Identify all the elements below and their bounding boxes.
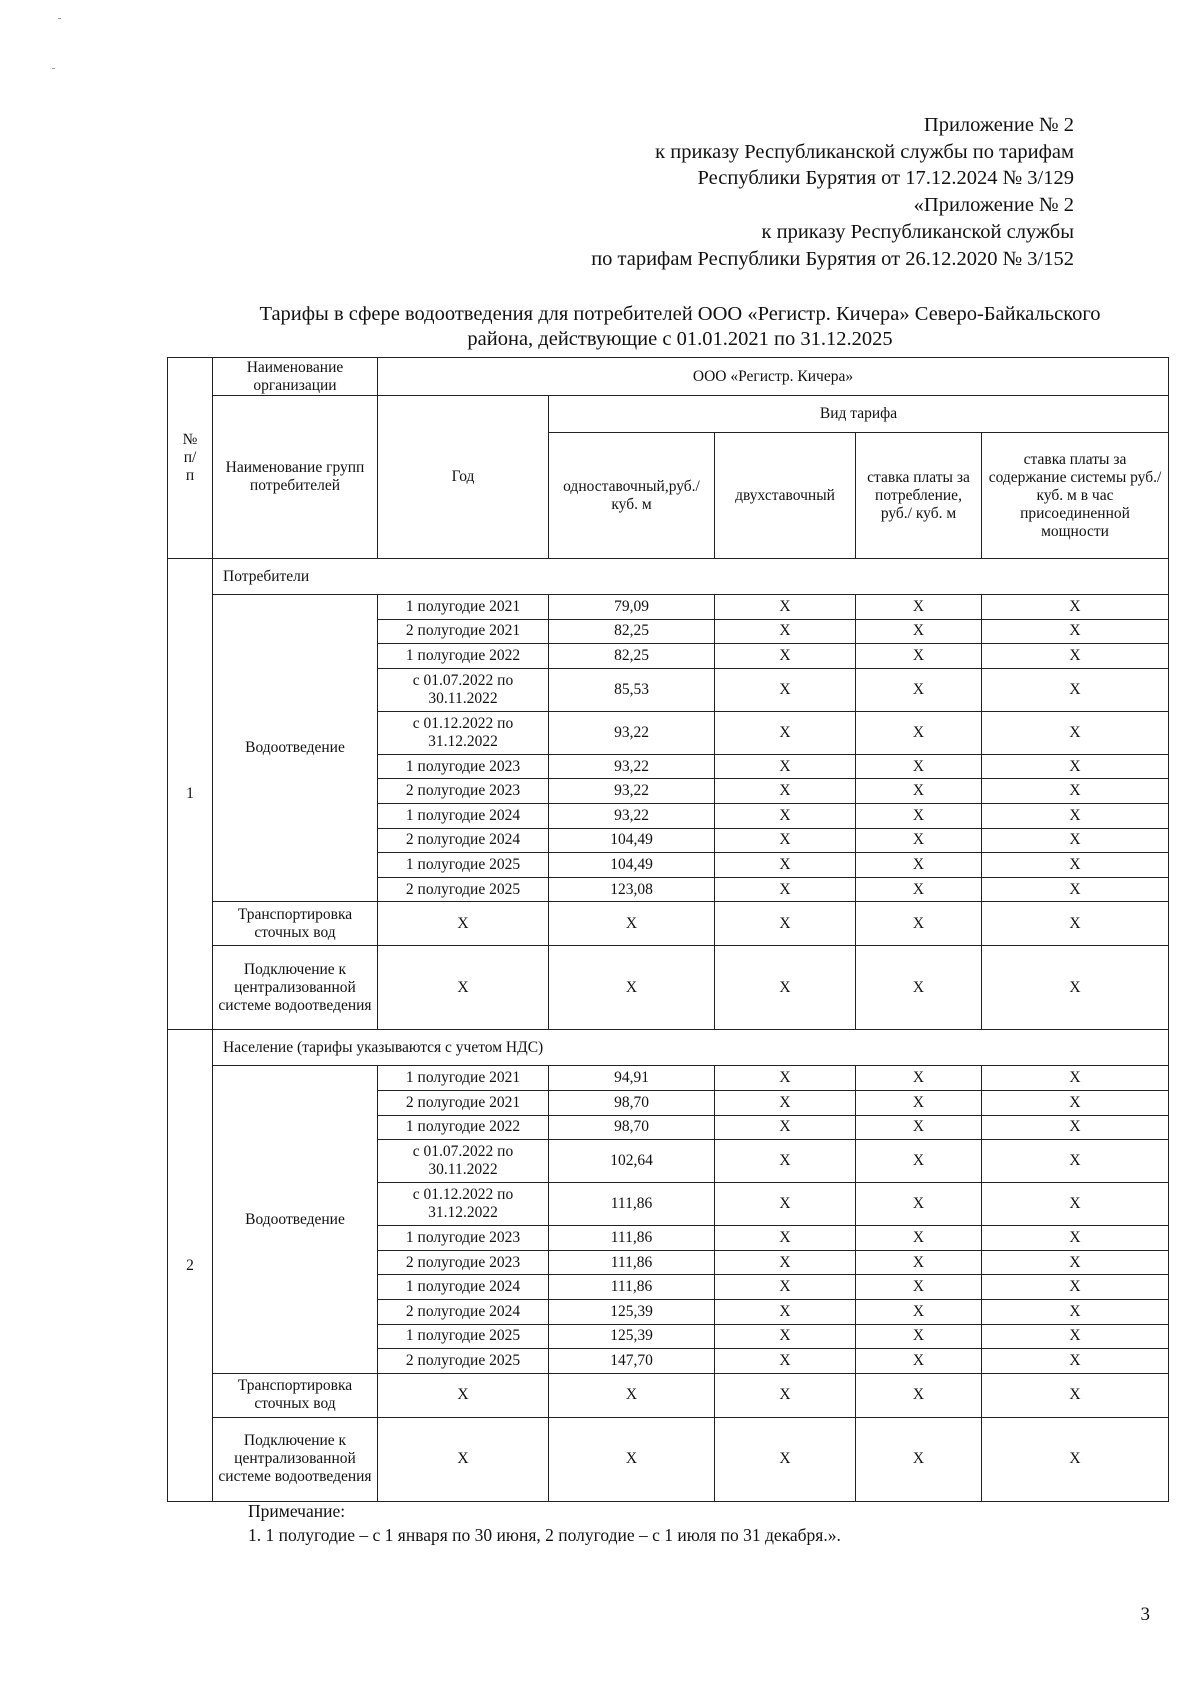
single-cell: 93,22: [549, 754, 715, 779]
single-cell: X: [549, 1373, 715, 1417]
consumption-cell: X: [856, 1140, 982, 1183]
double-cell: X: [715, 619, 856, 644]
head-year-label: Год: [378, 396, 549, 559]
consumption-cell: X: [856, 1299, 982, 1324]
consumption-cell: X: [856, 754, 982, 779]
maintenance-cell: X: [982, 1324, 1169, 1349]
document-title: [170, 302, 1190, 351]
single-cell: 104,49: [549, 853, 715, 878]
scan-speck: [58, 18, 61, 19]
double-cell: X: [715, 1115, 856, 1140]
title-line: Тарифы в сфере водоотведения для потребителей ООО «Регистр. Кичера» Северо-Байкальского: [259, 303, 1101, 325]
single-cell: 82,25: [549, 644, 715, 669]
single-cell: 98,70: [549, 1090, 715, 1115]
header-line: Республики Бурятия от 17.12.2024 № 3/129: [697, 167, 1074, 190]
period-cell: 1 полугодие 2024: [378, 803, 549, 828]
year-cell: X: [378, 1373, 549, 1417]
maintenance-cell: X: [982, 1090, 1169, 1115]
section-title: Население (тарифы указываются с учетом НДС): [213, 1030, 1169, 1066]
maintenance-cell: X: [982, 853, 1169, 878]
period-cell: 2 полугодие 2025: [378, 877, 549, 902]
notes-text: 1. 1 полугодие – с 1 января по 30 июня, 2 полугодие – с 1 июля по 31 декабря.».: [248, 1525, 841, 1545]
double-cell: X: [715, 902, 856, 946]
consumption-cell: X: [856, 1226, 982, 1251]
double-cell: X: [715, 1090, 856, 1115]
period-cell: с 01.07.2022 по 30.11.2022: [378, 668, 549, 711]
maintenance-cell: X: [982, 619, 1169, 644]
maintenance-cell: X: [982, 1183, 1169, 1226]
single-cell: 93,22: [549, 803, 715, 828]
year-cell: X: [378, 1417, 549, 1501]
connection-row: [168, 1417, 1169, 1501]
period-cell: 1 полугодие 2024: [378, 1275, 549, 1300]
period-cell: с 01.12.2022 по 31.12.2022: [378, 1183, 549, 1226]
maintenance-cell: X: [982, 902, 1169, 946]
single-cell: 102,64: [549, 1140, 715, 1183]
table-row: [168, 1066, 1169, 1091]
table-head-row: [168, 358, 1169, 396]
header-line: к приказу Республиканской службы: [761, 220, 1074, 243]
consumption-cell: X: [856, 828, 982, 853]
consumption-cell: X: [856, 853, 982, 878]
consumption-cell: X: [856, 1373, 982, 1417]
maintenance-cell: X: [982, 779, 1169, 804]
double-cell: X: [715, 668, 856, 711]
single-cell: 123,08: [549, 877, 715, 902]
maintenance-cell: X: [982, 946, 1169, 1030]
consumption-cell: X: [856, 803, 982, 828]
section-title: Потребители: [213, 559, 1169, 595]
maintenance-cell: X: [982, 803, 1169, 828]
single-cell: 82,25: [549, 619, 715, 644]
period-cell: 1 полугодие 2023: [378, 1226, 549, 1251]
maintenance-cell: X: [982, 1066, 1169, 1091]
maintenance-cell: X: [982, 754, 1169, 779]
head-col-single: одноставочный,руб./ куб. м: [549, 433, 715, 559]
maintenance-cell: X: [982, 711, 1169, 754]
consumption-cell: X: [856, 779, 982, 804]
double-cell: X: [715, 644, 856, 669]
consumption-cell: X: [856, 619, 982, 644]
consumption-cell: X: [856, 644, 982, 669]
maintenance-cell: X: [982, 877, 1169, 902]
period-cell: 1 полугодие 2022: [378, 644, 549, 669]
head-num-cell: № п/ п: [168, 358, 213, 559]
double-cell: X: [715, 803, 856, 828]
period-cell: 2 полугодие 2021: [378, 1090, 549, 1115]
double-cell: X: [715, 1066, 856, 1091]
group-name: Водоотведение: [213, 1066, 378, 1373]
connection-label: Подключение к централизованной системе водоотведения: [213, 946, 378, 1030]
section-title-row: [168, 559, 1169, 595]
single-cell: 125,39: [549, 1299, 715, 1324]
double-cell: X: [715, 1299, 856, 1324]
single-cell: 93,22: [549, 711, 715, 754]
section-title-row: [168, 1030, 1169, 1066]
period-cell: с 01.12.2022 по 31.12.2022: [378, 711, 549, 754]
group-name: Водоотведение: [213, 595, 378, 902]
consumption-cell: X: [856, 1250, 982, 1275]
period-cell: 2 полугодие 2023: [378, 779, 549, 804]
title-line: района, действующие с 01.01.2021 по 31.12.2025: [467, 327, 893, 350]
period-cell: 1 полугодие 2021: [378, 1066, 549, 1091]
period-cell: с 01.07.2022 по 30.11.2022: [378, 1140, 549, 1183]
consumption-cell: X: [856, 1090, 982, 1115]
table-row: [168, 595, 1169, 620]
consumption-cell: X: [856, 1115, 982, 1140]
table-head-row: [168, 396, 1169, 433]
double-cell: X: [715, 1250, 856, 1275]
maintenance-cell: X: [982, 1226, 1169, 1251]
double-cell: X: [715, 1373, 856, 1417]
single-cell: 85,53: [549, 668, 715, 711]
double-cell: X: [715, 853, 856, 878]
tariff-table: [167, 357, 1169, 1502]
double-cell: X: [715, 1226, 856, 1251]
maintenance-cell: X: [982, 1140, 1169, 1183]
consumption-cell: X: [856, 1275, 982, 1300]
double-cell: X: [715, 946, 856, 1030]
scan-speck: [52, 68, 55, 69]
transport-row: [168, 902, 1169, 946]
single-cell: 79,09: [549, 595, 715, 620]
header-line: по тарифам Республики Бурятия от 26.12.2020 № 3/152: [591, 247, 1074, 270]
single-cell: 111,86: [549, 1275, 715, 1300]
double-cell: X: [715, 1349, 856, 1374]
transport-label: Транспортировка сточных вод: [213, 902, 378, 946]
appendix-header: [591, 112, 1074, 272]
period-cell: 1 полугодие 2025: [378, 853, 549, 878]
consumption-cell: X: [856, 1417, 982, 1501]
consumption-cell: X: [856, 902, 982, 946]
single-cell: X: [549, 1417, 715, 1501]
single-cell: 98,70: [549, 1115, 715, 1140]
section-number: 1: [168, 559, 213, 1030]
consumption-cell: X: [856, 946, 982, 1030]
maintenance-cell: X: [982, 1417, 1169, 1501]
header-line: Приложение № 2: [923, 114, 1074, 136]
head-col-consumption: ставка платы за потребление, руб./ куб. м: [856, 433, 982, 559]
head-org-label: Наименование организации: [213, 358, 378, 396]
consumption-cell: X: [856, 595, 982, 620]
header-line: «Приложение № 2: [913, 194, 1074, 217]
page-number: 3: [1140, 1604, 1150, 1625]
single-cell: 104,49: [549, 828, 715, 853]
single-cell: 94,91: [549, 1066, 715, 1091]
head-org-value: ООО «Регистр. Кичера»: [378, 358, 1169, 396]
consumption-cell: X: [856, 668, 982, 711]
single-cell: 111,86: [549, 1226, 715, 1251]
consumption-cell: X: [856, 1324, 982, 1349]
maintenance-cell: X: [982, 1299, 1169, 1324]
transport-label: Транспортировка сточных вод: [213, 1373, 378, 1417]
section-number: 2: [168, 1030, 213, 1501]
maintenance-cell: X: [982, 1115, 1169, 1140]
double-cell: X: [715, 828, 856, 853]
year-cell: X: [378, 902, 549, 946]
head-groups-label: Наименование групп потребителей: [213, 396, 378, 559]
single-cell: 125,39: [549, 1324, 715, 1349]
double-cell: X: [715, 1275, 856, 1300]
maintenance-cell: X: [982, 644, 1169, 669]
double-cell: X: [715, 595, 856, 620]
period-cell: 2 полугодие 2023: [378, 1250, 549, 1275]
head-col-maintenance: ставка платы за содержание системы руб./куб. м в час присоединенной мощности: [982, 433, 1169, 559]
maintenance-cell: X: [982, 1250, 1169, 1275]
double-cell: X: [715, 877, 856, 902]
period-cell: 2 полугодие 2021: [378, 619, 549, 644]
connection-row: [168, 946, 1169, 1030]
transport-row: [168, 1373, 1169, 1417]
single-cell: X: [549, 946, 715, 1030]
double-cell: X: [715, 754, 856, 779]
consumption-cell: X: [856, 877, 982, 902]
double-cell: X: [715, 1417, 856, 1501]
period-cell: 1 полугодие 2025: [378, 1324, 549, 1349]
double-cell: X: [715, 711, 856, 754]
single-cell: 93,22: [549, 779, 715, 804]
head-col-double: двухставочный: [715, 433, 856, 559]
maintenance-cell: X: [982, 668, 1169, 711]
period-cell: 1 полугодие 2021: [378, 595, 549, 620]
double-cell: X: [715, 1140, 856, 1183]
head-tariff-type: Вид тарифа: [549, 396, 1169, 433]
connection-label: Подключение к централизованной системе водоотведения: [213, 1417, 378, 1501]
double-cell: X: [715, 1324, 856, 1349]
notes: [248, 1499, 841, 1547]
header-line: к приказу Республиканской службы по тарифам: [655, 140, 1074, 163]
period-cell: 2 полугодие 2024: [378, 1299, 549, 1324]
maintenance-cell: X: [982, 1373, 1169, 1417]
notes-heading: Примечание:: [248, 1501, 346, 1521]
period-cell: 1 полугодие 2022: [378, 1115, 549, 1140]
maintenance-cell: X: [982, 1275, 1169, 1300]
period-cell: 2 полугодие 2024: [378, 828, 549, 853]
consumption-cell: X: [856, 1066, 982, 1091]
maintenance-cell: X: [982, 595, 1169, 620]
consumption-cell: X: [856, 1349, 982, 1374]
double-cell: X: [715, 1183, 856, 1226]
maintenance-cell: X: [982, 1349, 1169, 1374]
period-cell: 2 полугодие 2025: [378, 1349, 549, 1374]
single-cell: X: [549, 902, 715, 946]
year-cell: X: [378, 946, 549, 1030]
consumption-cell: X: [856, 1183, 982, 1226]
single-cell: 111,86: [549, 1250, 715, 1275]
consumption-cell: X: [856, 711, 982, 754]
period-cell: 1 полугодие 2023: [378, 754, 549, 779]
maintenance-cell: X: [982, 828, 1169, 853]
single-cell: 147,70: [549, 1349, 715, 1374]
single-cell: 111,86: [549, 1183, 715, 1226]
double-cell: X: [715, 779, 856, 804]
